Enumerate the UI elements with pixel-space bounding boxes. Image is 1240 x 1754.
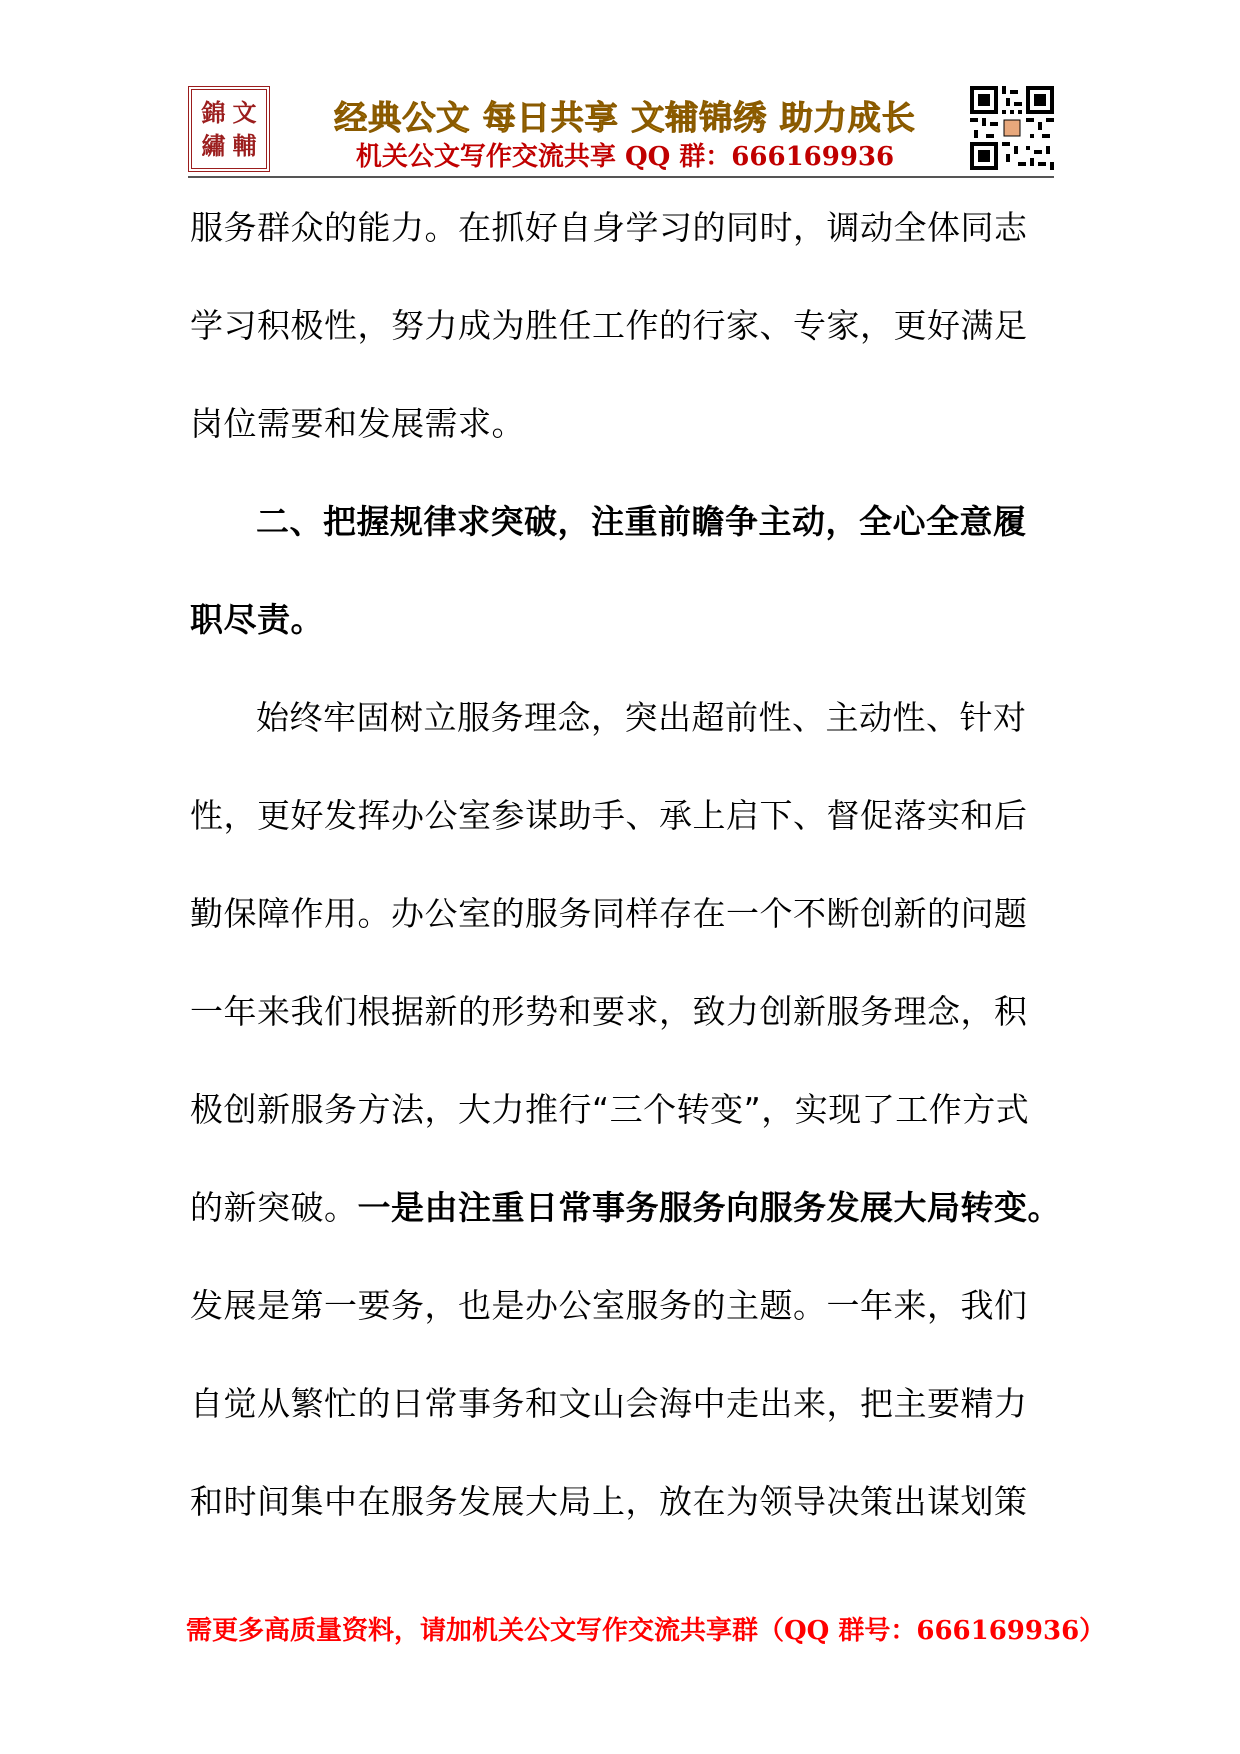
seal-logo [188, 86, 270, 172]
text-line: 服务群众的能力。在抓好自身学习的同时，调动全体同志 [190, 208, 1028, 247]
logo-char: 繡 [201, 130, 226, 160]
text-line: 岗位需要和发展需求。 [190, 404, 525, 443]
bold-subheading: 一是由注重日常事务服务向服务发展大局转变。 [357, 1188, 1061, 1227]
text-line [190, 1180, 1060, 1278]
text-line: 极创新服务方法，大力推行“三个转变”，实现了工作方式 [190, 1090, 1030, 1129]
text-line: 始终牢固树立服务理念，突出超前性、主动性、针对 [256, 698, 1027, 737]
section-heading: 二、把握规律求突破，注重前瞻争主动，全心全意履 [256, 502, 1027, 541]
text-line: 一年来我们根据新的形势和要求，致力创新服务理念，积 [190, 992, 1028, 1031]
text-segment: 的新突破。 [190, 1188, 358, 1227]
header-slogan: 经典公文 每日共享 文辅锦绣 助力成长 [334, 98, 916, 137]
header-subtitle: 机关公文写作交流共享 QQ 群：666169936 [355, 142, 895, 172]
text-line: 性，更好发挥办公室参谋助手、承上启下、督促落实和后 [190, 796, 1028, 835]
logo-char: 錦 [201, 97, 226, 127]
text-line: 和时间集中在服务发展大局上，放在为领导决策出谋划策 [190, 1482, 1028, 1521]
logo-char: 文 [232, 97, 257, 127]
document-header [188, 86, 1054, 178]
text-line: 发展是第一要务，也是办公室服务的主题。一年来，我们 [190, 1286, 1028, 1325]
header-divider [188, 176, 1054, 178]
qr-code-icon [970, 86, 1054, 170]
text-line: 学习积极性，努力成为胜任工作的行家、专家，更好满足 [190, 306, 1028, 345]
logo-char: 輔 [232, 130, 257, 160]
text-line: 勤保障作用。办公室的服务同样存在一个不断创新的问题 [190, 894, 1028, 933]
footer-notice: 需更多高质量资料，请加机关公文写作交流共享群（QQ 群号：666169936） [186, 1616, 1106, 1646]
section-heading-cont: 职尽责。 [190, 600, 324, 639]
document-body [190, 200, 1060, 1572]
text-line: 自觉从繁忙的日常事务和文山会海中走出来，把主要精力 [190, 1384, 1028, 1423]
